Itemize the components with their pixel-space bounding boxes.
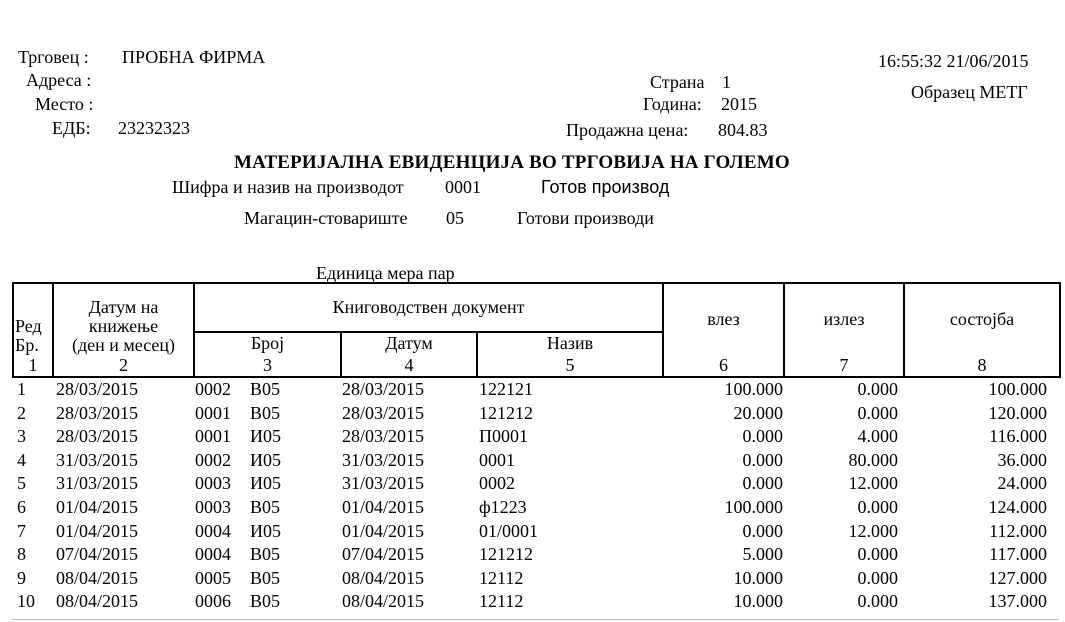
posting-date: 07/04/2015 bbox=[56, 544, 139, 565]
doc-name: 0002 bbox=[479, 473, 515, 494]
doc-date: 31/03/2015 bbox=[342, 473, 425, 494]
trader-label: Трговец : bbox=[18, 47, 89, 67]
ledger-table-header bbox=[12, 282, 1061, 378]
doc-number: 0006 bbox=[195, 591, 231, 612]
product-code: 0001 bbox=[445, 177, 481, 197]
row-number: 2 bbox=[17, 402, 26, 423]
qty-out: 0.000 bbox=[857, 591, 898, 612]
doc-name: ф1223 bbox=[479, 496, 527, 517]
qty-in: 100.000 bbox=[724, 379, 783, 399]
page-bottom-rule bbox=[12, 619, 1059, 620]
qty-out: 4.000 bbox=[857, 426, 898, 447]
doc-date: 01/04/2015 bbox=[342, 520, 425, 541]
price-label: Продажна цена: bbox=[566, 120, 689, 140]
doc-name: 121212 bbox=[479, 544, 533, 565]
table-row bbox=[12, 449, 1059, 473]
qty-balance: 116.000 bbox=[989, 426, 1047, 447]
header-in: влез bbox=[663, 283, 784, 355]
doc-date: 28/03/2015 bbox=[342, 379, 425, 399]
col-num-6: 6 bbox=[663, 355, 784, 378]
qty-balance: 127.000 bbox=[988, 567, 1047, 588]
posting-date: 28/03/2015 bbox=[56, 426, 139, 447]
address-label: Адреса : bbox=[26, 70, 92, 90]
col-num-7: 7 bbox=[784, 355, 904, 378]
doc-type: В05 bbox=[250, 496, 281, 517]
header-red-br bbox=[13, 283, 53, 355]
qty-out: 0.000 bbox=[857, 567, 898, 588]
qty-in: 0.000 bbox=[742, 426, 783, 447]
row-number: 10 bbox=[17, 591, 35, 612]
doc-name: 01/0001 bbox=[479, 520, 539, 541]
doc-name: П0001 bbox=[479, 426, 528, 447]
posting-date: 01/04/2015 bbox=[56, 520, 139, 541]
qty-balance: 100.000 bbox=[988, 379, 1047, 399]
doc-date: 07/04/2015 bbox=[342, 544, 425, 565]
product-name: Готов производ bbox=[541, 177, 670, 197]
qty-balance: 124.000 bbox=[988, 496, 1047, 517]
doc-type: В05 bbox=[250, 544, 281, 565]
qty-in: 5.000 bbox=[742, 544, 783, 565]
edb-value: 23232323 bbox=[118, 118, 190, 138]
doc-type: В05 bbox=[250, 591, 281, 612]
trader-value: ПРОБНА ФИРМА bbox=[122, 47, 266, 67]
qty-out: 80.000 bbox=[848, 449, 898, 470]
table-row bbox=[12, 402, 1059, 426]
doc-name: 0001 bbox=[479, 449, 515, 470]
qty-balance: 36.000 bbox=[997, 449, 1047, 470]
warehouse-code: 05 bbox=[446, 208, 464, 228]
year-value: 2015 bbox=[721, 94, 757, 114]
qty-out: 0.000 bbox=[857, 496, 898, 517]
doc-date: 31/03/2015 bbox=[342, 449, 425, 470]
qty-in: 10.000 bbox=[733, 591, 783, 612]
col-date-label-2: книжење bbox=[88, 315, 159, 336]
col-date-label-3: (ден и месец) bbox=[71, 334, 176, 355]
report-title: МАТЕРИЈАЛНА ЕВИДЕНЦИЈА ВО ТРГОВИЈА НА ГОЛЕМО bbox=[234, 152, 790, 173]
qty-in: 0.000 bbox=[742, 449, 783, 470]
col-red-label: Ред bbox=[15, 315, 42, 336]
row-number: 8 bbox=[17, 544, 26, 565]
doc-type: И05 bbox=[250, 520, 281, 541]
col-num-5: 5 bbox=[477, 355, 663, 378]
row-number: 1 bbox=[17, 379, 26, 399]
qty-balance: 137.000 bbox=[988, 591, 1047, 612]
qty-balance: 112.000 bbox=[989, 520, 1047, 541]
qty-out: 0.000 bbox=[857, 379, 898, 399]
header-doc-number: Број bbox=[194, 332, 341, 354]
row-number: 6 bbox=[17, 496, 26, 517]
doc-number: 0005 bbox=[195, 567, 231, 588]
posting-date: 28/03/2015 bbox=[56, 402, 139, 423]
qty-balance: 120.000 bbox=[988, 402, 1047, 423]
col-num-8: 8 bbox=[904, 355, 1060, 378]
doc-type: В05 bbox=[250, 567, 281, 588]
form-name: Образец МЕТГ bbox=[911, 82, 1028, 102]
qty-out: 12.000 bbox=[848, 520, 898, 541]
doc-name: 121212 bbox=[479, 402, 533, 423]
qty-balance: 24.000 bbox=[997, 473, 1047, 494]
table-row bbox=[12, 543, 1059, 567]
qty-in: 10.000 bbox=[733, 567, 783, 588]
table-row bbox=[12, 590, 1059, 614]
doc-number: 0003 bbox=[195, 496, 231, 517]
price-value: 804.83 bbox=[718, 120, 768, 140]
print-timestamp: 16:55:32 21/06/2015 bbox=[878, 51, 1029, 71]
page-value: 1 bbox=[722, 72, 731, 92]
posting-date: 28/03/2015 bbox=[56, 379, 139, 399]
warehouse-label: Магацин-стовариште bbox=[244, 208, 408, 228]
qty-in: 0.000 bbox=[742, 520, 783, 541]
posting-date: 08/04/2015 bbox=[56, 591, 139, 612]
header-doc-name: Назив bbox=[477, 332, 663, 354]
doc-number: 0002 bbox=[195, 449, 231, 470]
qty-out: 0.000 bbox=[857, 402, 898, 423]
row-number: 9 bbox=[17, 567, 26, 588]
doc-date: 08/04/2015 bbox=[342, 567, 425, 588]
table-row bbox=[12, 520, 1059, 544]
doc-type: В05 bbox=[250, 402, 281, 423]
table-row bbox=[12, 472, 1059, 496]
col-num-1: 1 bbox=[13, 355, 53, 378]
table-row bbox=[12, 496, 1059, 520]
col-num-3: 3 bbox=[194, 355, 341, 378]
header-balance: состојба bbox=[904, 283, 1060, 355]
doc-name: 12112 bbox=[479, 591, 524, 612]
header-accounting-document: Книговодствен документ bbox=[194, 283, 663, 332]
posting-date: 31/03/2015 bbox=[56, 473, 139, 494]
doc-name: 122121 bbox=[479, 379, 533, 399]
year-label: Година: bbox=[643, 94, 702, 114]
posting-date: 08/04/2015 bbox=[56, 567, 139, 588]
qty-in: 20.000 bbox=[733, 402, 783, 423]
doc-number: 0003 bbox=[195, 473, 231, 494]
col-br-label: Бр. bbox=[15, 334, 39, 355]
posting-date: 01/04/2015 bbox=[56, 496, 139, 517]
doc-date: 28/03/2015 bbox=[342, 426, 425, 447]
qty-balance: 117.000 bbox=[989, 544, 1047, 565]
qty-in: 0.000 bbox=[742, 473, 783, 494]
doc-type: И05 bbox=[250, 449, 281, 470]
row-number: 5 bbox=[17, 473, 26, 494]
qty-out: 12.000 bbox=[848, 473, 898, 494]
row-number: 7 bbox=[17, 520, 26, 541]
doc-number: 0001 bbox=[195, 402, 231, 423]
edb-label: ЕДБ: bbox=[52, 118, 91, 138]
table-row bbox=[12, 567, 1059, 591]
doc-date: 01/04/2015 bbox=[342, 496, 425, 517]
posting-date: 31/03/2015 bbox=[56, 449, 139, 470]
warehouse-name: Готови производи bbox=[517, 208, 654, 228]
row-number: 4 bbox=[17, 449, 26, 470]
doc-number: 0004 bbox=[195, 544, 231, 565]
col-num-4: 4 bbox=[341, 355, 477, 378]
doc-number: 0002 bbox=[195, 379, 231, 399]
product-label: Шифра и назив на производот bbox=[172, 177, 404, 197]
place-label: Место : bbox=[35, 94, 94, 114]
header-out: излез bbox=[784, 283, 904, 355]
table-row bbox=[12, 378, 1059, 402]
doc-type: И05 bbox=[250, 473, 281, 494]
doc-date: 28/03/2015 bbox=[342, 402, 425, 423]
page-label: Страна bbox=[650, 72, 705, 92]
doc-number: 0004 bbox=[195, 520, 231, 541]
row-number: 3 bbox=[17, 426, 26, 447]
doc-type: В05 bbox=[250, 379, 281, 399]
header-doc-date: Датум bbox=[341, 332, 477, 354]
qty-in: 100.000 bbox=[724, 496, 783, 517]
table-row bbox=[12, 425, 1059, 449]
doc-number: 0001 bbox=[195, 426, 231, 447]
doc-name: 12112 bbox=[479, 567, 524, 588]
doc-type: И05 bbox=[250, 426, 281, 447]
col-num-2: 2 bbox=[53, 355, 194, 378]
col-date-label-1: Датум на bbox=[88, 296, 159, 317]
qty-out: 0.000 bbox=[857, 544, 898, 565]
header-posting-date bbox=[53, 283, 194, 355]
doc-date: 08/04/2015 bbox=[342, 591, 425, 612]
ledger-table-body bbox=[12, 378, 1059, 614]
unit-label: Единица мера пар bbox=[316, 263, 455, 283]
